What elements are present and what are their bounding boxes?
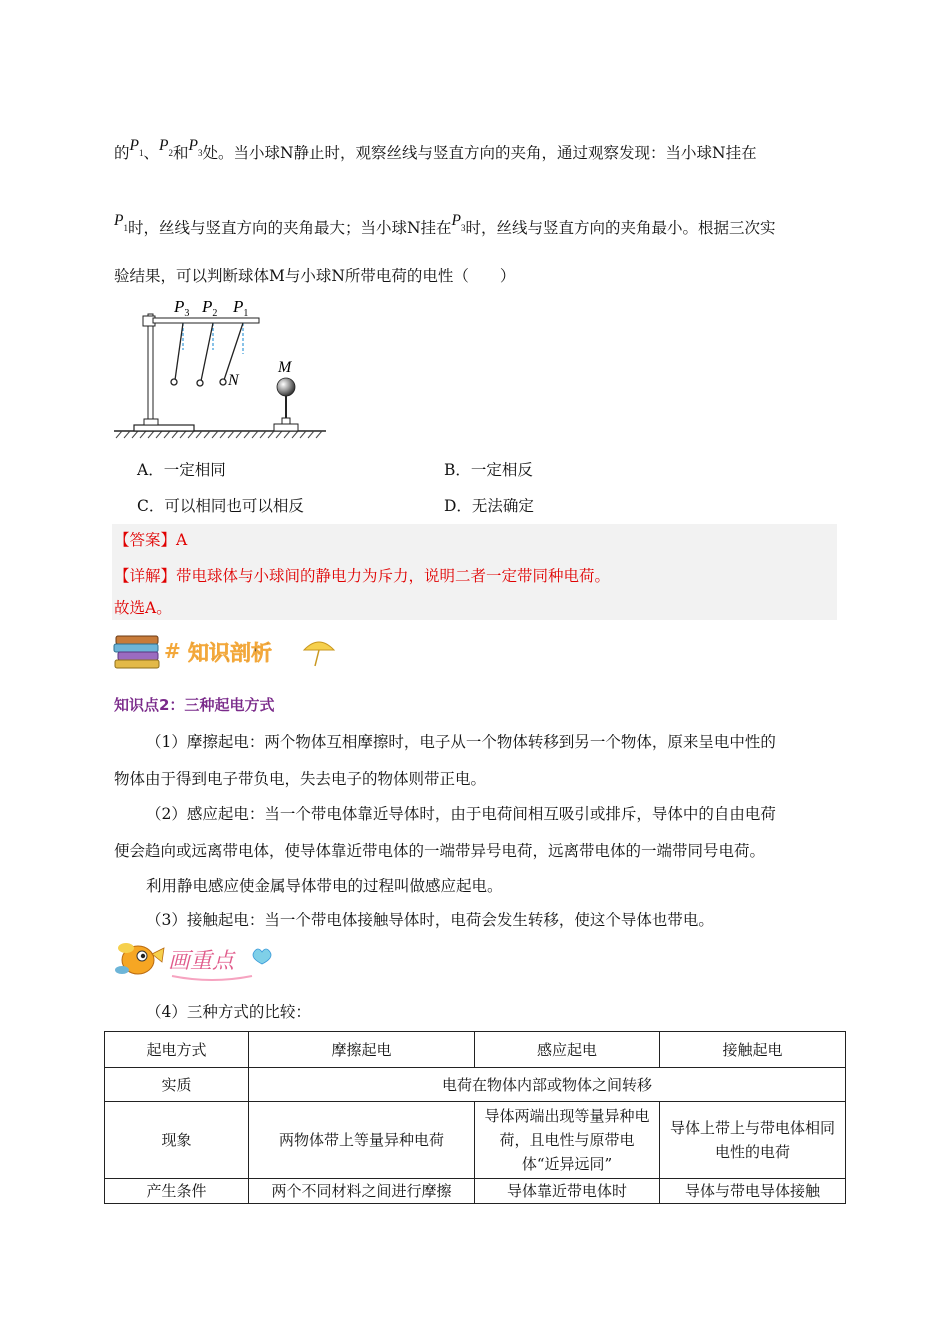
- knowledge-p2-line3: 利用静电感应使金属导体带电的过程叫做感应起电。: [146, 877, 503, 895]
- answer-box: [112, 524, 837, 620]
- row-label-condition: 产生条件: [105, 1179, 249, 1204]
- experiment-figure: [112, 292, 332, 440]
- label-n: N: [228, 372, 239, 389]
- row-label-phenomenon: 现象: [105, 1102, 249, 1179]
- header-cell: 起电方式: [105, 1032, 249, 1068]
- symbol-p1: $P_1$: [129, 137, 144, 159]
- m-stand-foot: [282, 418, 290, 424]
- stand-foot: [144, 419, 158, 425]
- table-cell: 导体两端出现等量异种电荷，且电性与原带电体“近异远同”: [475, 1102, 660, 1179]
- label-p1: $P_1$: [233, 297, 249, 319]
- table-cell: 导体上带上与带电体相同电性的电荷: [660, 1102, 846, 1179]
- stand-base: [134, 425, 194, 431]
- symbol-p3-b: $P_3$: [451, 212, 466, 234]
- option-c[interactable]: C．可以相同也可以相反: [137, 497, 304, 515]
- question-line-3: 验结果，可以判断球体M与小球N所带电荷的电性（ ）: [114, 267, 516, 285]
- label-p3: $P_3$: [174, 297, 190, 319]
- knowledge-p2-line2: 便会趋向或远离带电体，使导体靠近带电体的一端带异号电荷，远离带电体的一端带同号电荷。: [114, 842, 766, 860]
- question-line-1: 的$P_1$、$P_2$和$P_3$处。当小球N静止时，观察丝线与竖直方向的夹角，通过观察发现：当小球N挂在: [114, 137, 757, 162]
- comparison-intro: （4）三种方式的比较：: [146, 1003, 311, 1021]
- comparison-table: [104, 1031, 846, 1204]
- knowledge-p3-line1: （3）接触起电：当一个带电体接触导体时，电荷会发生转移，使这个导体也带电。: [146, 911, 714, 929]
- stand-pole: [148, 314, 153, 419]
- question-line-2: $P_1$时，丝线与竖直方向的夹角最大；当小球N挂在$P_3$时，丝线与竖直方向的夹角最小。根据三次实: [114, 212, 776, 237]
- hash-icon: #: [164, 639, 181, 663]
- option-d[interactable]: D．无法确定: [444, 497, 534, 515]
- option-a[interactable]: A．一定相同: [137, 461, 226, 479]
- header-cell: 接触起电: [660, 1032, 846, 1068]
- table-cell: 两物体带上等量异种电荷: [249, 1102, 475, 1179]
- ball-n: [220, 379, 226, 385]
- knowledge-p2-line1: （2）感应起电：当一个带电体靠近导体时，由于电荷间相互吸引或排斥，导体中的自由电荷: [146, 805, 776, 823]
- umbrella-icon: [304, 642, 334, 666]
- table-cell: 导体与带电导体接触: [660, 1179, 846, 1204]
- fish-icon: [115, 943, 164, 974]
- heart-icon: [253, 949, 271, 964]
- label-m: M: [278, 359, 292, 376]
- ground-hatching: [116, 431, 322, 438]
- table-row: [105, 1179, 846, 1204]
- banner2-text: 画重点: [168, 949, 235, 974]
- table-cell: 两个不同材料之间进行摩擦: [249, 1179, 475, 1204]
- table-row: [105, 1068, 846, 1102]
- knowledge-banner: [112, 628, 342, 672]
- table-row: [105, 1102, 846, 1179]
- label-p2: $P_2$: [202, 297, 218, 319]
- knowledge-p1-line1: （1）摩擦起电：两个物体互相摩擦时，电子从一个物体转移到另一个物体，原来呈电中性的: [146, 733, 776, 751]
- knowledge-p1-line2: 物体由于得到电子带负电，失去电子的物体则带正电。: [114, 770, 487, 788]
- option-b[interactable]: B．一定相反: [444, 461, 533, 479]
- row-label-essence: 实质: [105, 1068, 249, 1102]
- answer-line: 【答案】A: [114, 531, 188, 549]
- ball-p3: [171, 379, 177, 385]
- table-row: [105, 1032, 846, 1068]
- symbol-p2: $P_2$: [159, 137, 173, 159]
- sphere-m: [277, 378, 295, 396]
- banner1-text: 知识剖析: [188, 641, 272, 665]
- knowledge-title: 知识点2：三种起电方式: [114, 696, 275, 714]
- books-icon: [114, 636, 159, 668]
- conclusion-line: 故选A。: [114, 599, 172, 617]
- ball-p2: [197, 380, 203, 386]
- essence-value: 电荷在物体内部或物体之间转移: [249, 1068, 846, 1102]
- symbol-p3: $P_3$: [188, 137, 203, 159]
- symbol-p1-b: $P_1$: [114, 212, 128, 234]
- banner2-underline: [172, 976, 252, 980]
- header-cell: 感应起电: [475, 1032, 660, 1068]
- header-cell: 摩擦起电: [249, 1032, 475, 1068]
- table-cell: 导体靠近带电体时: [475, 1179, 660, 1204]
- m-stand-base: [274, 424, 298, 431]
- detail-line: 【详解】带电球体与小球间的静电力为斥力，说明二者一定带同种电荷。: [114, 567, 611, 585]
- key-points-banner: [112, 934, 282, 984]
